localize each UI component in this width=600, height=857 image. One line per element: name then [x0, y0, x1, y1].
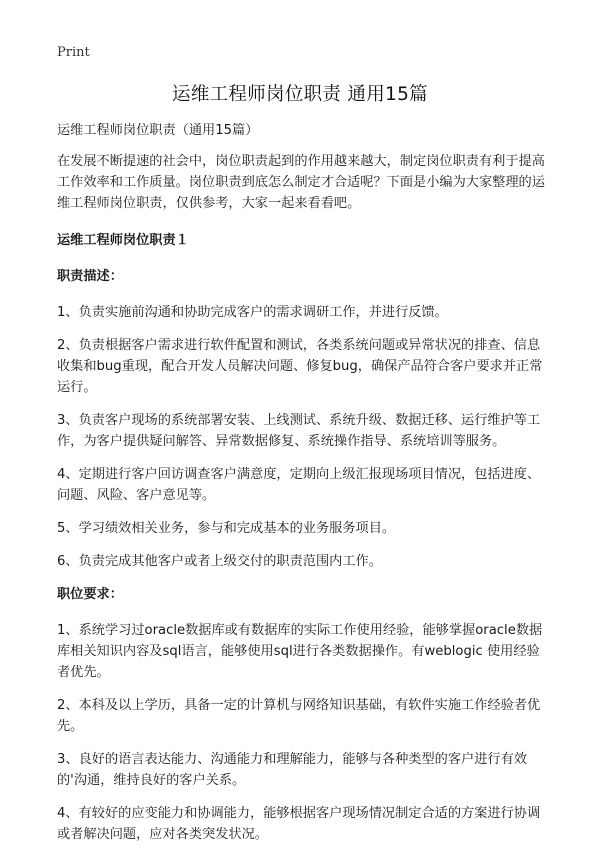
intro-paragraph: 在发展不断提速的社会中，岗位职责起到的作用越来越大，制定岗位职责有利于提高工作效率和工作质量。岗位职责到底怎么制定才合适呢？下面是小编为大家整理的运维工程师岗位职责，仅供参考，大家一起来看看吧。	[57, 154, 545, 211]
duties-heading: 职责描述：	[57, 269, 123, 284]
document-subtitle: 运维工程师岗位职责（通用15篇）	[57, 123, 259, 138]
document-body	[57, 120, 549, 857]
document-title: 运维工程师岗位职责 通用15篇	[172, 84, 428, 105]
requirement-item-2: 2、本科及以上学历，具备一定的计算机与网络知识基础，有软件实施工作经验者优先。	[57, 698, 541, 734]
duty-item-1: 1、负责实施前沟通和协助完成客户的需求调研工作，并进行反馈。	[57, 305, 448, 320]
section-heading: 运维工程师岗位职责１	[57, 233, 189, 248]
requirements-heading: 职位要求：	[57, 587, 123, 602]
duty-item-6: 6、负责完成其他客户或者上级交付的职责范围内工作。	[57, 554, 382, 569]
print-label: Print	[57, 45, 90, 60]
requirement-item-1: 1、系统学习过oracle数据库或有数据库的实际工作使用经验，能够掌握oracle数据库相关知识内容及sql语言，能够使用sql进行各类数据操作。有weblogic 使用经验者优先。	[57, 623, 543, 680]
duty-item-4: 4、定期进行客户回访调查客户满意度，定期向上级汇报现场项目情况，包括进度、问题、风险、客户意见等。	[57, 467, 541, 503]
duty-item-5: 5、学习绩效相关业务，参与和完成基本的业务服务项目。	[57, 521, 396, 536]
duty-item-3: 3、负责客户现场的系统部署安装、上线测试、系统升级、数据迁移、运行维护等工作，为客户提供疑问解答、异常数据修复、系统操作指导、系统培训等服务。	[57, 413, 541, 449]
duty-item-2: 2、负责根据客户需求进行软件配置和测试，各类系统问题或异常状况的排查、信息收集和bug重现，配合开发人员解决问题、修复bug，确保产品符合客户要求并正常运行。	[57, 338, 543, 395]
requirement-item-3: 3、良好的语言表达能力、沟通能力和理解能力，能够与各种类型的客户进行有效的'沟通，维持良好的客户关系。	[57, 752, 527, 788]
requirement-item-4: 4、有较好的应变能力和协调能力，能够根据客户现场情况制定合适的方案进行协调或者解决问题，应对各类突发状况。	[57, 806, 541, 842]
